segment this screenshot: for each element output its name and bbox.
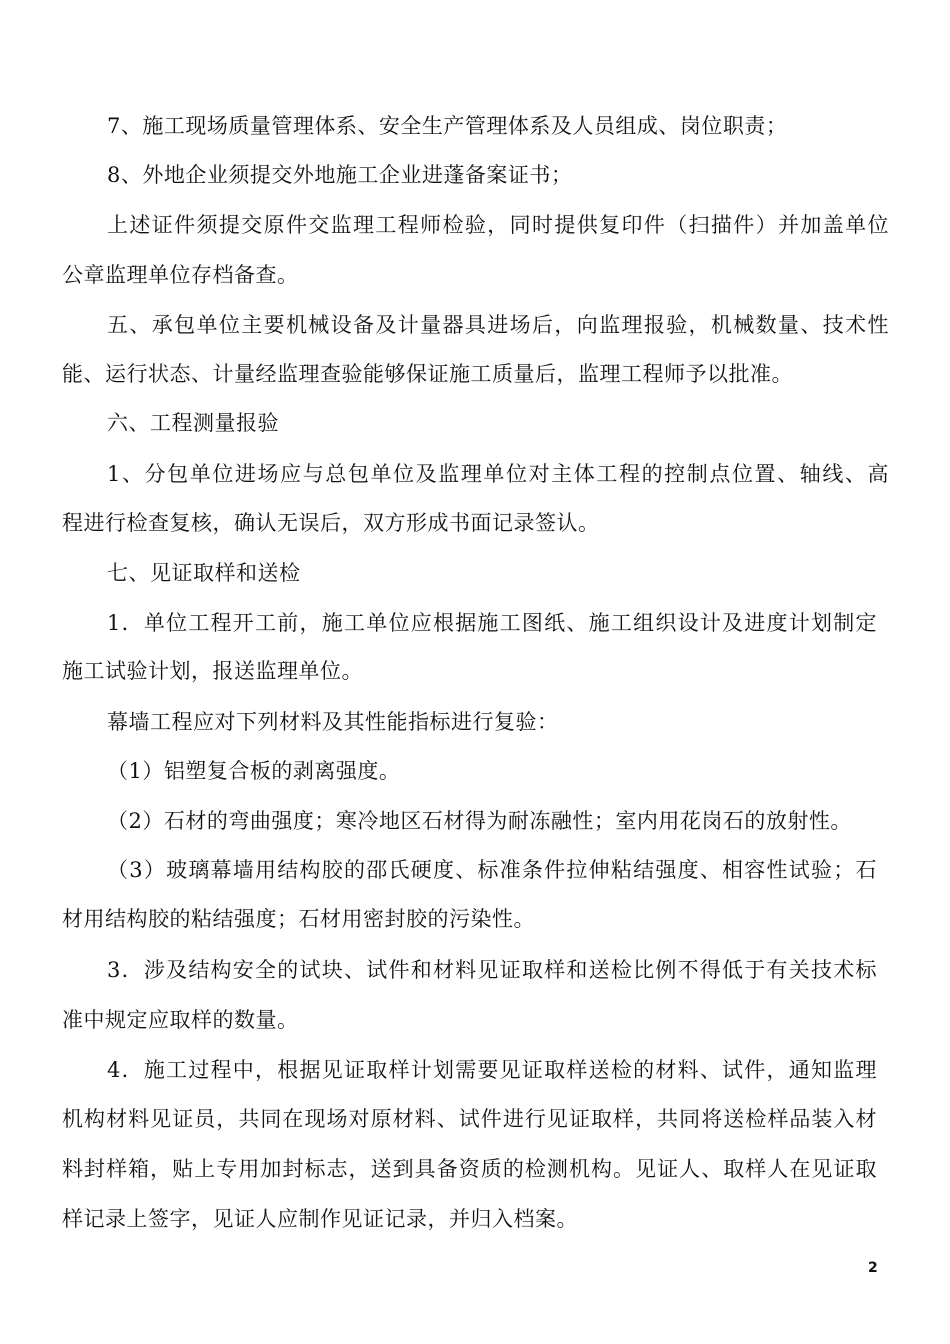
paragraph-line: 样记录上签字，见证人应制作见证记录，并归入档案。 xyxy=(62,1207,578,1231)
paragraph-line: 施工试验计划，报送监理单位。 xyxy=(62,659,363,683)
paragraph-line: 幕墙工程应对下列材料及其性能指标进行复验： xyxy=(107,710,559,734)
paragraph-line: 能、运行状态、计量经监理查验能够保证施工质量后，监理工程师予以批准。 xyxy=(62,362,793,386)
section-heading: 六、工程测量报验 xyxy=(107,411,279,435)
list-item: （1）铝塑复合板的剥离强度。 xyxy=(107,759,401,783)
paragraph-line: 料封样箱，贴上专用加封标志，送到具备资质的检测机构。见证人、取样人在见证取 xyxy=(62,1157,877,1181)
paragraph-line: 程进行检查复核，确认无误后，双方形成书面记录签认。 xyxy=(62,511,600,535)
paragraph-line: 五、承包单位主要机械设备及计量器具进场后，向监理报验，机械数量、技术性 xyxy=(107,313,889,337)
paragraph-line: 4．施工过程中，根据见证取样计划需要见证取样送检的材料、试件，通知监理 xyxy=(107,1058,877,1082)
list-item: 材用结构胶的粘结强度；石材用密封胶的污染性。 xyxy=(62,907,535,931)
paragraph-line: 机构材料见证员，共同在现场对原材料、试件进行见证取样，共同将送检样品装入材 xyxy=(62,1107,877,1131)
paragraph-line: 1、分包单位进场应与总包单位及监理单位对主体工程的控制点位置、轴线、高 xyxy=(107,462,889,486)
paragraph-line: 3．涉及结构安全的试块、试件和材料见证取样和送检比例不得低于有关技术标 xyxy=(107,958,877,982)
paragraph-line: 1．单位工程开工前，施工单位应根据施工图纸、施工组织设计及进度计划制定 xyxy=(107,611,877,635)
paragraph-line: 8、外地企业须提交外地施工企业进蓬备案证书； xyxy=(107,163,573,187)
paragraph-line: 公章监理单位存档备查。 xyxy=(62,263,299,287)
list-item: （2）石材的弯曲强度；寒冷地区石材得为耐冻融性；室内用花岗石的放射性。 xyxy=(107,809,852,833)
section-heading: 七、见证取样和送检 xyxy=(107,561,301,585)
paragraph-line: 准中规定应取样的数量。 xyxy=(62,1008,299,1032)
paragraph-line: 7、施工现场质量管理体系、安全生产管理体系及人员组成、岗位职责； xyxy=(107,114,788,138)
list-item: （3）玻璃幕墙用结构胶的邵氏硬度、标准条件拉伸粘结强度、相容性试验；石 xyxy=(107,858,877,882)
paragraph-line: 上述证件须提交原件交监理工程师检验，同时提供复印件（扫描件）并加盖单位 xyxy=(107,213,889,237)
page-number: 2 xyxy=(868,1260,878,1276)
